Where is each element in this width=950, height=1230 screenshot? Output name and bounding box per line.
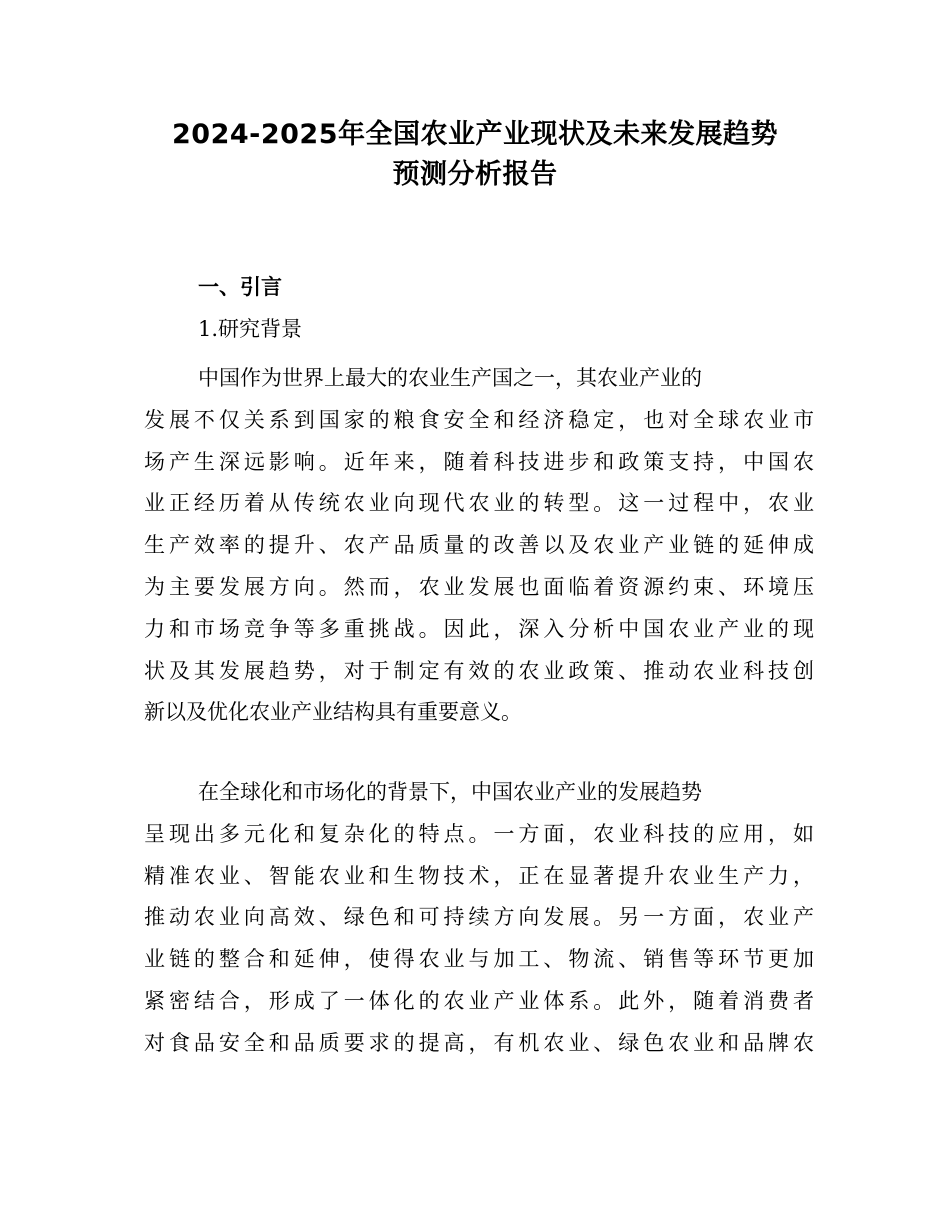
paragraph-2	[144, 772, 814, 1065]
report-title-line-1: 2024-2025年全国农业产业现状及未来发展趋势	[172, 119, 778, 150]
report-title-line-2: 预测分析报告	[392, 159, 558, 190]
paragraph-line: 发展不仅关系到国家的粮食安全和经济稳定，也对全球农业市	[144, 407, 814, 432]
paragraph-line: 业链的整合和延伸，使得农业与加工、物流、销售等环节更加	[144, 947, 814, 972]
paragraph-line: 生产效率的提升、农产品质量的改善以及农业产业链的延伸成	[144, 533, 814, 558]
section-heading-introduction: 一、引言	[198, 275, 282, 299]
paragraph-line: 中国作为世界上最大的农业生产国之一，其农业产业的	[198, 366, 702, 390]
paragraph-1	[144, 358, 814, 734]
paragraph-line: 新以及优化农业产业结构具有重要意义。	[144, 700, 522, 725]
paragraph-line: 呈现出多元化和复杂化的特点。一方面，农业科技的应用，如	[144, 821, 814, 846]
paragraph-line: 紧密结合，形成了一体化的农业产业体系。此外，随着消费者	[144, 988, 814, 1013]
paragraph-line: 状及其发展趋势，对于制定有效的农业政策、推动农业科技创	[144, 658, 814, 683]
paragraph-line: 业正经历着从传统农业向现代农业的转型。这一过程中，农业	[144, 491, 814, 516]
paragraph-line: 场产生深远影响。近年来，随着科技进步和政策支持，中国农	[144, 449, 814, 474]
paragraph-line: 对食品安全和品质要求的提高，有机农业、绿色农业和品牌农	[144, 1030, 814, 1055]
paragraph-line: 在全球化和市场化的背景下，中国农业产业的发展趋势	[198, 780, 702, 804]
subsection-heading-research-background: 1.研究背景	[198, 317, 303, 341]
paragraph-line: 精准农业、智能农业和生物技术，正在显著提升农业生产力，	[144, 863, 814, 888]
paragraph-line: 为主要发展方向。然而，农业发展也面临着资源约束、环境压	[144, 574, 814, 599]
paragraph-line: 力和市场竞争等多重挑战。因此，深入分析中国农业产业的现	[144, 616, 814, 641]
paragraph-line: 推动农业向高效、绿色和可持续方向发展。另一方面，农业产	[144, 905, 814, 930]
